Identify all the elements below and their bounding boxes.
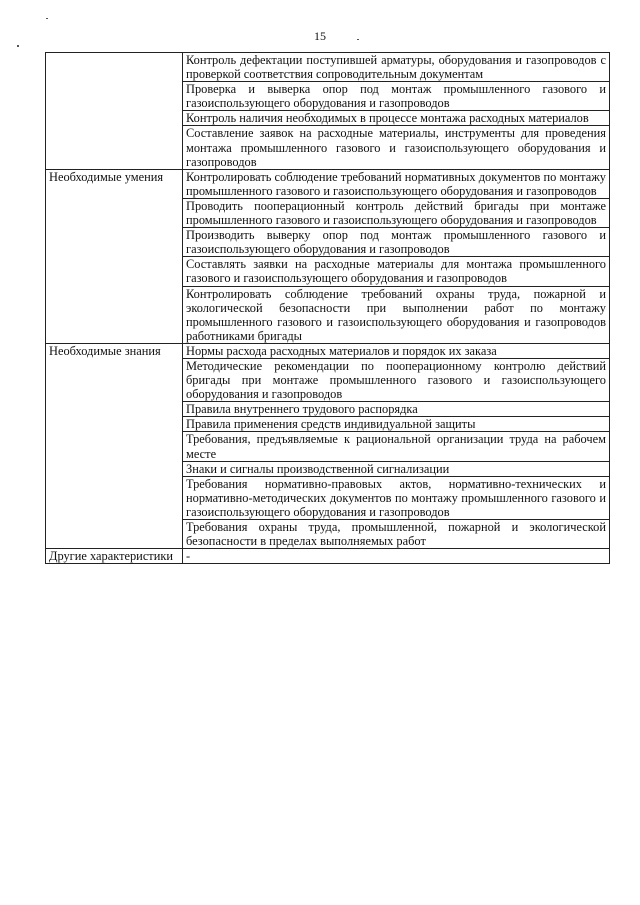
- section-label: [46, 53, 183, 170]
- table-row: [46, 549, 610, 564]
- section-label: Необходимые умения: [46, 169, 183, 343]
- scan-speck: [46, 18, 48, 19]
- table-cell: Знаки и сигналы производственной сигнализации: [183, 461, 610, 476]
- scan-speck: [357, 39, 359, 40]
- table-cell: Производить выверку опор под монтаж промышленного газового и газоиспользующего оборудования и газопроводов: [183, 228, 610, 257]
- table-cell: Требования, предъявляемые к рациональной организации труда на рабочем месте: [183, 432, 610, 461]
- table-row: [46, 53, 610, 82]
- table-cell: Контролировать соблюдение требований нормативных документов по монтажу промышленного газового и газоиспользующего оборудования и газопроводов: [183, 169, 610, 198]
- table-cell: Методические рекомендации по пооперационному контролю действий бригады при монтаже промышленного газового и газоиспользующего оборудования и газопроводов: [183, 358, 610, 401]
- table-cell: Составлять заявки на расходные материалы для монтажа промышленного газового и газоиспользующего оборудования и газопроводов: [183, 257, 610, 286]
- table-cell: Контроль дефектации поступившей арматуры, оборудования и газопроводов с проверкой соответствия сопроводительным документам: [183, 53, 610, 82]
- table-cell: Требования нормативно-правовых актов, нормативно-технических и нормативно-методических документов по монтажу промышленного газового и газоиспользующего оборудования и газопроводов: [183, 476, 610, 519]
- section-label: Необходимые знания: [46, 343, 183, 548]
- table-cell: Проверка и выверка опор под монтаж промышленного газового и газоиспользующего оборудования и газопроводов: [183, 82, 610, 111]
- table-cell: Нормы расхода расходных материалов и порядок их заказа: [183, 343, 610, 358]
- qualification-table: [45, 52, 610, 564]
- scan-speck: [17, 45, 19, 47]
- table-cell: Проводить пооперационный контроль действий бригады при монтаже промышленного газового и газоиспользующего оборудования и газопроводов: [183, 198, 610, 227]
- table-cell: Составление заявок на расходные материалы, инструменты для проведения монтажа промышленного газового и газоиспользующего оборудования и газопроводов: [183, 126, 610, 169]
- table-cell: Требования охраны труда, промышленной, пожарной и экологической безопасности в пределах выполняемых работ: [183, 520, 610, 549]
- table-cell: Правила внутреннего трудового распорядка: [183, 402, 610, 417]
- table-cell: Контроль наличия необходимых в процессе монтажа расходных материалов: [183, 111, 610, 126]
- table-cell: Контролировать соблюдение требований охраны труда, пожарной и экологической безопасности при выполнении работ по монтажу промышленного газового и газоиспользующего оборудования и газопроводов работниками бригады: [183, 286, 610, 343]
- table-cell: Правила применения средств индивидуальной защиты: [183, 417, 610, 432]
- page-number: 15: [314, 29, 326, 43]
- table-row: [46, 169, 610, 198]
- table-cell: -: [183, 549, 610, 564]
- table-row: [46, 343, 610, 358]
- section-label: Другие характеристики: [46, 549, 183, 564]
